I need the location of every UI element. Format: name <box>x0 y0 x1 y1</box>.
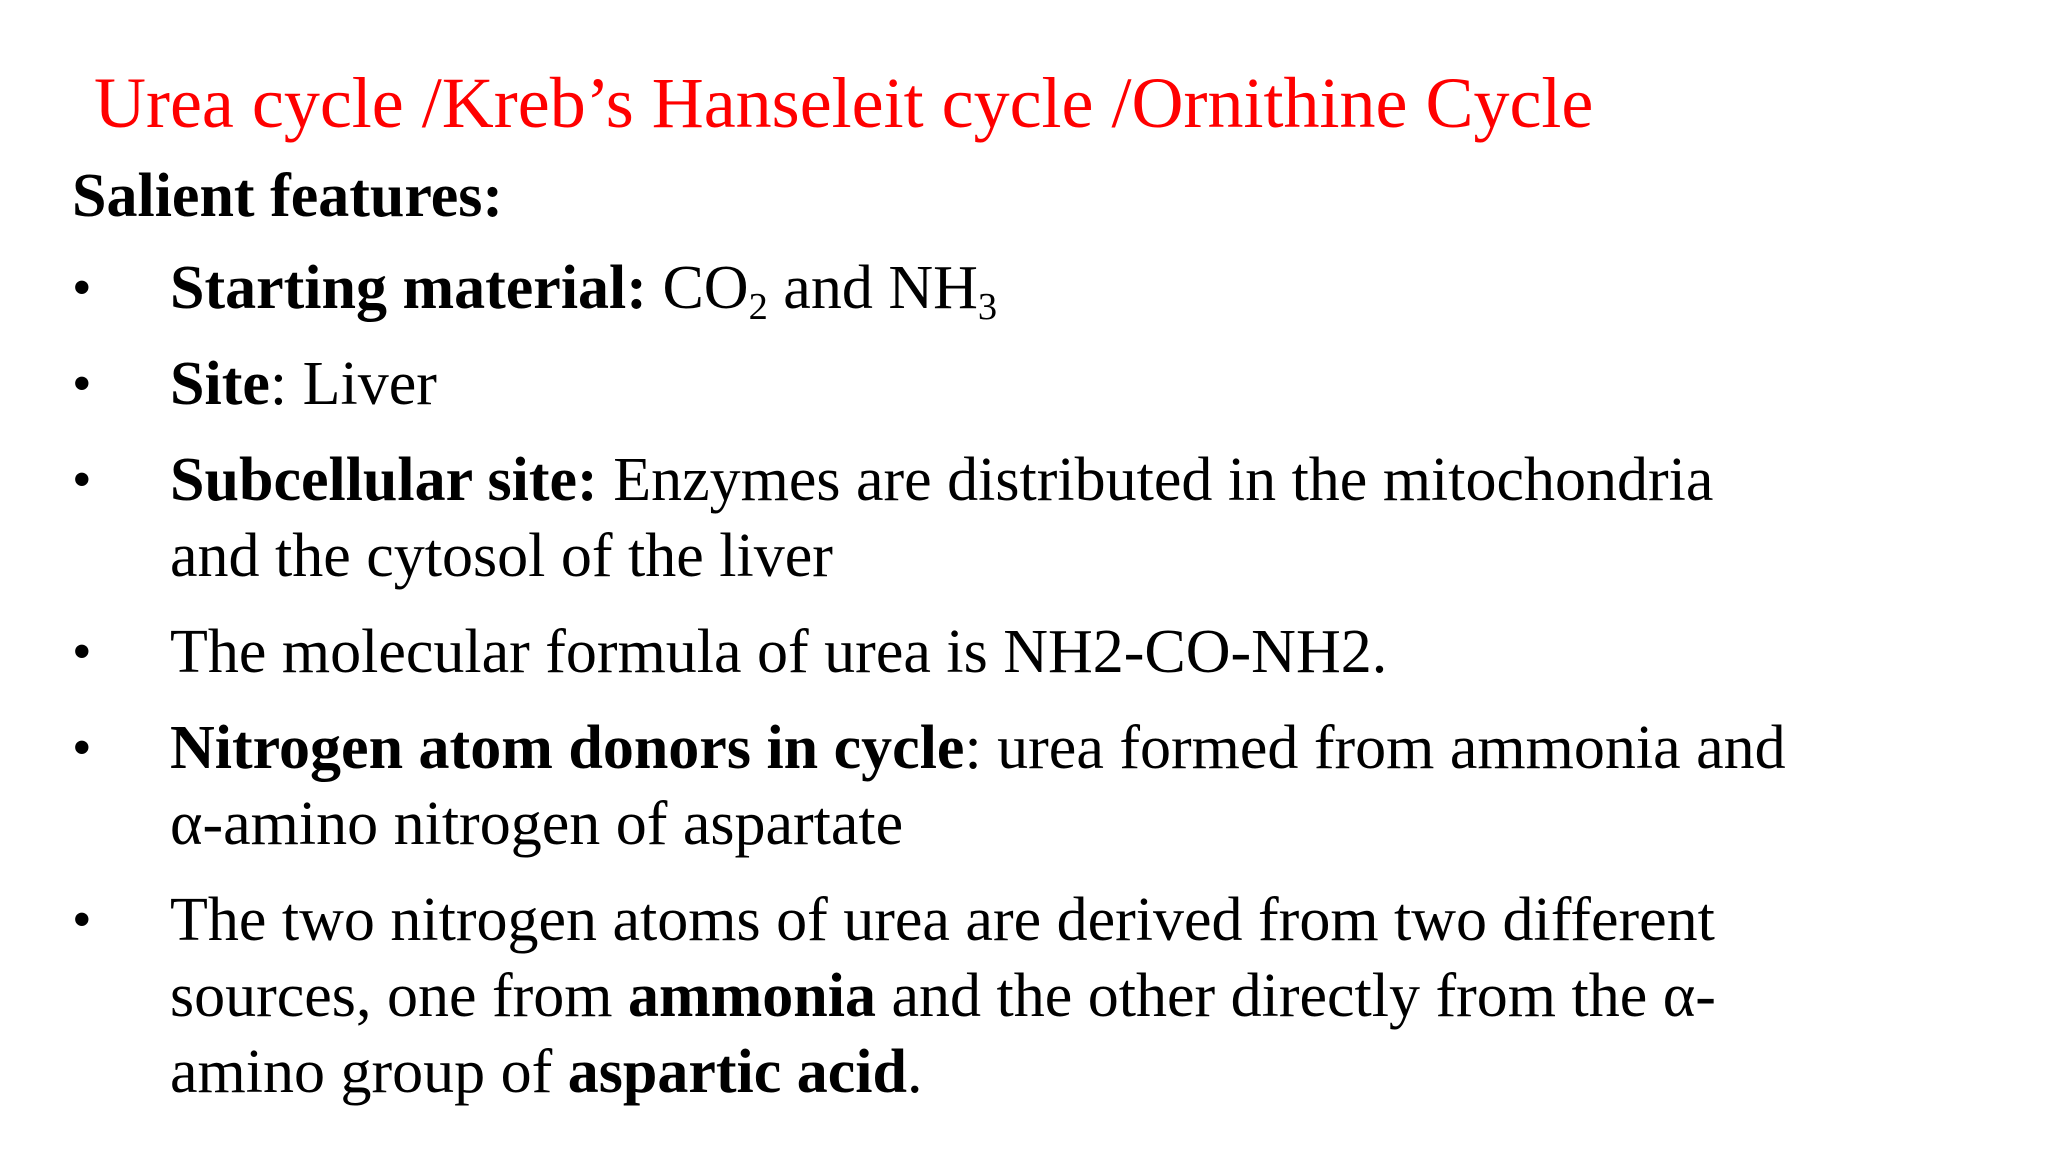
bullet-item <box>0 710 2048 862</box>
text-run: : urea formed from ammonia and <box>964 714 1786 782</box>
bullet-item <box>0 614 2048 690</box>
bullet-line <box>170 710 2008 786</box>
text-run: The two nitrogen atoms of urea are derived from two different <box>170 886 1715 954</box>
bullet-line <box>170 442 2008 518</box>
text-run: : Liver <box>269 350 437 418</box>
bullet-line <box>170 250 2008 326</box>
text-run: The molecular formula of urea is NH2-CO-NH2. <box>170 618 1388 686</box>
bold-text: Starting material: <box>170 254 647 322</box>
text-run: α-amino nitrogen of aspartate <box>170 790 904 858</box>
bullet-line <box>170 346 2008 422</box>
bullet-list <box>0 250 2048 1130</box>
bullet-dot: • <box>72 889 92 951</box>
bullet-item <box>0 346 2048 422</box>
text-run: . <box>907 1038 923 1106</box>
slide-subtitle: Salient features: <box>72 162 504 230</box>
bold-text: Subcellular site: <box>170 446 598 514</box>
text-run: and the other directly from the α- <box>875 962 1716 1030</box>
bold-text: Nitrogen atom donors in cycle <box>170 714 965 782</box>
bullet-line <box>170 1034 2008 1110</box>
text-run: and the cytosol of the liver <box>170 522 833 590</box>
bullet-item <box>0 442 2048 594</box>
bullet-item <box>0 882 2048 1110</box>
slide-title: Urea cycle /Kreb’s Hanseleit cycle /Ornithine Cycle <box>94 63 1594 143</box>
bold-text: Site <box>170 350 270 418</box>
bullet-dot: • <box>72 717 92 779</box>
text-run: sources, one from <box>170 962 628 1030</box>
bold-text: ammonia <box>627 962 876 1030</box>
bullet-line <box>170 882 2008 958</box>
bullet-line <box>170 518 2008 594</box>
text-run: and NH <box>767 254 978 322</box>
subscript-text: 2 <box>748 285 768 328</box>
text-run: Enzymes are distributed in the mitochondria <box>597 446 1714 514</box>
bullet-line <box>170 958 2008 1034</box>
bullet-dot: • <box>72 353 92 415</box>
bullet-line <box>170 614 2008 690</box>
text-run: amino group of <box>170 1038 568 1106</box>
text-run: CO <box>646 254 749 322</box>
bullet-dot: • <box>72 449 92 511</box>
bullet-line <box>170 786 2008 862</box>
bold-text: aspartic acid <box>567 1038 908 1106</box>
subscript-text: 3 <box>977 285 998 328</box>
bullet-dot: • <box>72 621 92 683</box>
bullet-item <box>0 250 2048 326</box>
bullet-dot: • <box>72 257 92 319</box>
